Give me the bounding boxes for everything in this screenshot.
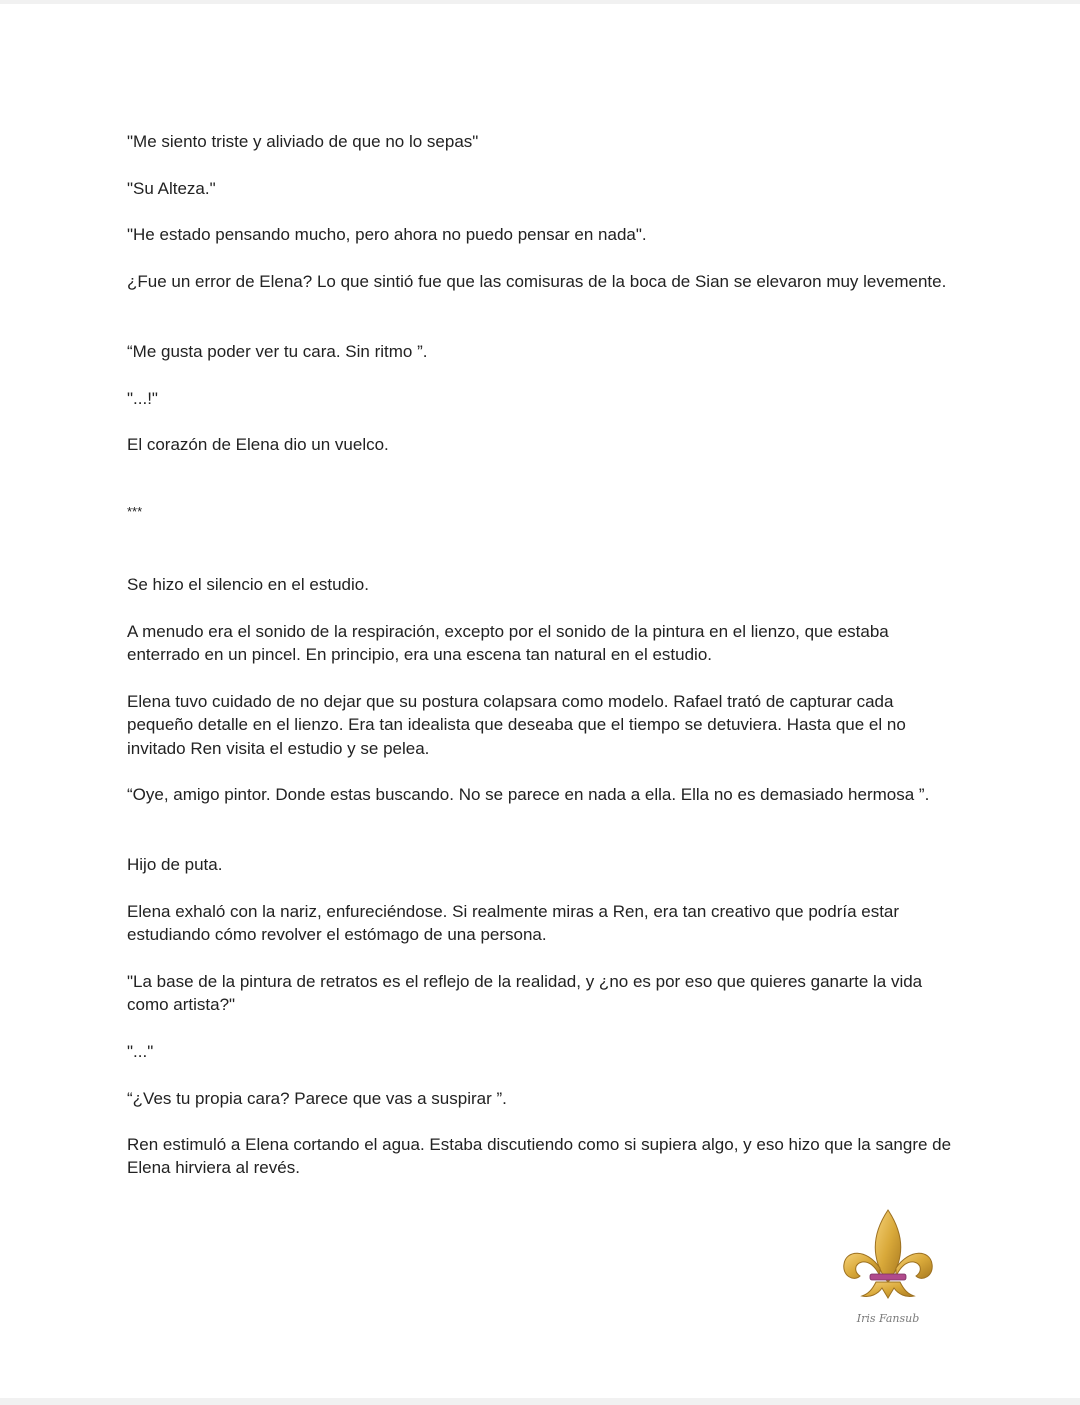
paragraph-1: "Me siento triste y aliviado de que no lo sepas" (127, 132, 479, 151)
paragraph-17: Ren estimuló a Elena cortando el agua. Estaba discutiendo como si supiera algo, y eso hizo que la sangre de Elena hirviera al revés. (127, 1135, 952, 1178)
paragraph-8: Se hizo el silencio en el estudio. (127, 575, 369, 594)
paragraph-14: "La base de la pintura de retratos es el reflejo de la realidad, y ¿no es por eso que quieres ganarte la vida como artista?" (127, 972, 923, 1015)
paragraph-2: "Su Alteza." (127, 179, 216, 198)
fleur-de-lis-icon (836, 1206, 940, 1336)
paragraph-10: Elena tuvo cuidado de no dejar que su postura colapsara como modelo. Rafael trató de capturar cada pequeño detalle en el lienzo. Era tan idealista que deseaba que el tiempo se detuviera. Hasta que el no invitado Ren visita el estudio y se pelea. (127, 692, 906, 758)
paragraph-4: ¿Fue un error de Elena? Lo que sintió fue que las comisuras de la boca de Sian se elevaron muy levemente. (127, 272, 947, 291)
paragraph-5: “Me gusta poder ver tu cara. Sin ritmo ”. (127, 342, 428, 361)
paragraph-15: "..." (127, 1042, 154, 1061)
document-page (0, 4, 1080, 1398)
paragraph-7: El corazón de Elena dio un vuelco. (127, 435, 389, 454)
paragraph-6: "...!" (127, 389, 158, 408)
scene-break: *** (127, 504, 143, 519)
paragraph-13: Elena exhaló con la nariz, enfureciéndose. Si realmente miras a Ren, era tan creativo que podría estar estudiando cómo revolver el estómago de una persona. (127, 902, 900, 945)
paragraph-11: “Oye, amigo pintor. Donde estas buscando. No se parece en nada a ella. Ella no es demasiado hermosa ”. (127, 785, 930, 804)
paragraph-12: Hijo de puta. (127, 855, 223, 874)
watermark-signature: Iris Fansub (856, 1312, 920, 1325)
paragraph-16: “¿Ves tu propia cara? Parece que vas a suspirar ”. (127, 1089, 507, 1108)
paragraph-3: "He estado pensando mucho, pero ahora no puedo pensar en nada". (127, 225, 647, 244)
paragraph-9: A menudo era el sonido de la respiración, excepto por el sonido de la pintura en el lienzo, que estaba enterrado en un pincel. En principio, era una escena tan natural en el estudio. (127, 622, 889, 665)
